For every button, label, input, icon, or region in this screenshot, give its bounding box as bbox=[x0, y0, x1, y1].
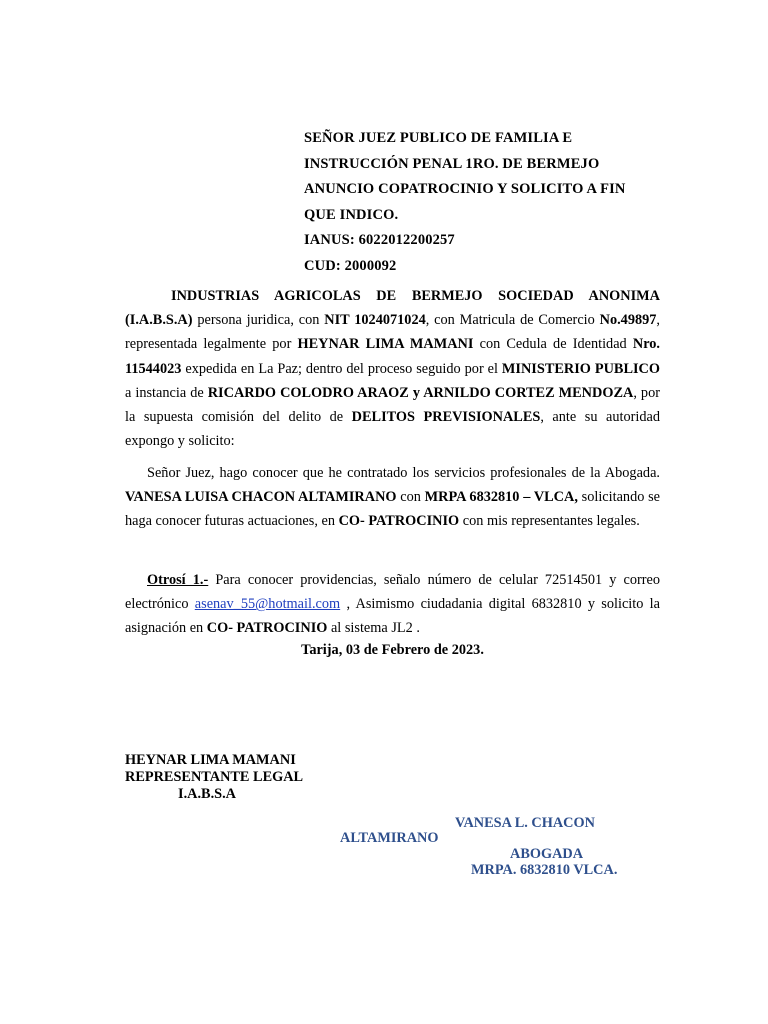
text-span: con Cedula de Identidad bbox=[473, 336, 633, 353]
text-span: , con Matricula de Comercio bbox=[425, 312, 600, 329]
representative-name: HEYNAR LIMA MAMANI bbox=[297, 336, 474, 353]
lawyer-signature-mrpa: MRPA. 6832810 VLCA. bbox=[471, 862, 618, 878]
header-ianus: IANUS: 6022012200257 bbox=[304, 232, 455, 249]
crime-name: DELITOS PREVISIONALES bbox=[351, 409, 541, 426]
text-span: Señor Juez, hago conocer que he contratado los servicios profesionales de la Abogada. bbox=[147, 465, 660, 481]
text-span: a instancia de bbox=[125, 384, 208, 401]
text-span: Para conocer providencias, señalo número de celular 72514501 y correo electrónico bbox=[125, 572, 660, 613]
ci-number: Nro. 11544023 bbox=[125, 336, 661, 377]
signature-role: REPRESENTANTE LEGAL bbox=[125, 769, 304, 785]
header-cud: CUD: 2000092 bbox=[304, 257, 397, 274]
nit-number: NIT 1024071024 bbox=[324, 312, 426, 329]
text-span: , Asimismo ciudadania digital 6832810 y solicito la asignación en bbox=[125, 596, 660, 637]
email-link[interactable]: asenav_55@hotmail.com bbox=[194, 596, 341, 613]
date-line: Tarija, 03 de Febrero de 2023. bbox=[301, 642, 484, 658]
matricula-number: No.49897 bbox=[599, 312, 657, 329]
text-span: solicitando se haga conocer futuras actuaciones, en bbox=[125, 489, 661, 530]
lawyer-signature-role: ABOGADA bbox=[510, 846, 584, 862]
text-span: al sistema JL2 . bbox=[327, 620, 420, 637]
company-name: INDUSTRIAS AGRICOLAS DE BERMEJO SOCIEDAD ANONIMA (I.A.B.S.A) bbox=[125, 288, 660, 329]
representative-signature-block bbox=[125, 752, 303, 803]
signature-org: I.A.B.S.A bbox=[178, 786, 236, 802]
text-span: con bbox=[396, 489, 425, 506]
ministerio-publico: MINISTERIO PUBLICO bbox=[501, 360, 660, 377]
copatrocinio-label: CO- PATROCINIO bbox=[206, 620, 328, 637]
header-addressee-line-2: INSTRUCCIÓN PENAL 1RO. DE BERMEJO bbox=[304, 155, 600, 172]
text-span: , representada legalmente por bbox=[125, 312, 660, 353]
lawyer-name: VANESA LUISA CHACON ALTAMIRANO bbox=[125, 489, 397, 506]
complainants: RICARDO COLODRO ARAOZ y ARNILDO CORTEZ MENDOZA bbox=[207, 384, 634, 401]
lawyer-signature-name-part2: ALTAMIRANO bbox=[340, 830, 439, 846]
text-span: expedida en La Paz; dentro del proceso seguido por el bbox=[181, 360, 502, 377]
text-span: , por la supuesta comisión del delito de bbox=[125, 384, 660, 426]
lawyer-signature-name-part1: VANESA L. CHACON bbox=[455, 815, 595, 831]
text-span: persona juridica, con bbox=[192, 312, 325, 329]
text-span: , ante su autoridad expongo y solicito: bbox=[125, 409, 660, 450]
header-addressee-line-1: SEÑOR JUEZ PUBLICO DE FAMILIA E bbox=[304, 130, 573, 146]
otrosi-label: Otrosí 1.- bbox=[147, 572, 209, 588]
lawyer-mrpa: MRPA 6832810 – VLCA, bbox=[424, 489, 578, 506]
sponsorship-paragraph bbox=[125, 461, 660, 534]
otrosi-paragraph bbox=[125, 568, 660, 641]
intro-paragraph bbox=[125, 284, 660, 453]
signature-name: HEYNAR LIMA MAMANI bbox=[125, 752, 296, 768]
copatrocinio-label: CO- PATROCINIO bbox=[338, 513, 460, 530]
document-header bbox=[304, 126, 684, 280]
text-span: con mis representantes legales. bbox=[459, 513, 640, 530]
header-subject-line-1: ANUNCIO COPATROCINIO Y SOLICITO A FIN bbox=[304, 181, 626, 198]
header-subject-line-2: QUE INDICO. bbox=[304, 206, 399, 223]
